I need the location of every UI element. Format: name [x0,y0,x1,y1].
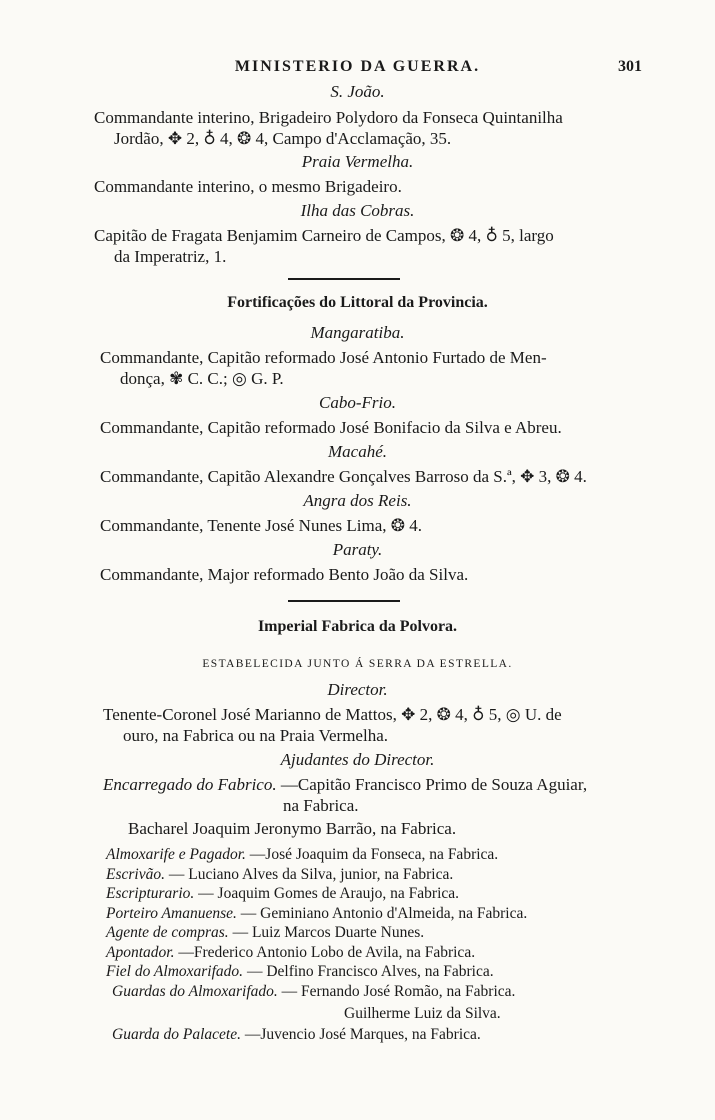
person-text: —José Joaquim da Fonseca, na Fabrica. [245,846,499,863]
entry-angra: Commandante, Tenente José Nunes Lima, ❂ 4. [100,516,422,535]
entry-ilha-cobras-line2: da Imperatriz, 1. [114,247,227,266]
person-text: —Juvencio José Marques, na Fabrica. [241,1026,481,1043]
role-label: Apontador. [106,944,175,961]
staff-entry [106,865,453,885]
role-label: Fiel do Almoxarifado. [106,963,244,980]
heading-director: Director. [327,680,388,699]
heading-ajudantes: Ajudantes do Director. [280,750,435,769]
staff-entry [106,923,424,943]
person-text: — Luiz Marcos Duarte Nunes. [228,924,425,941]
entry-mangaratiba-line1: Commandante, Capitão reformado José Antonio Furtado de Men- [100,348,547,367]
heading-macahe: Macahé. [327,442,387,461]
person-text: — Luciano Alves da Silva, junior, na Fabrica. [164,866,454,883]
staff-entry [106,904,527,924]
entry-macahe: Commandante, Capitão Alexandre Gonçalves Barroso da S.ª, ✥ 3, ❂ 4. [100,467,587,486]
entry-bacharel: Bacharel Joaquim Jeronymo Barrão, na Fabrica. [128,819,457,838]
heading-ilha-cobras: Ilha das Cobras. [300,201,415,220]
person-text: — Joaquim Gomes de Araujo, na Fabrica. [194,885,460,902]
heading-sao-joao: S. João. [330,82,385,101]
person-text: — Fernando José Romão, na Fabrica. [277,983,516,1000]
person-text: — Geminiano Antonio d'Almeida, na Fabrica. [236,905,528,922]
section-divider [288,600,400,602]
role-label: Escrivão. [106,866,165,883]
heading-praia-vermelha: Praia Vermelha. [301,152,414,171]
role-label: Agente de compras. [106,924,229,941]
running-header: MINISTERIO DA GUERRA. [234,58,481,75]
staff-entry [112,982,515,1002]
role-label: Escripturario. [106,885,195,902]
entry-director-line2: ouro, na Fabrica ou na Praia Vermelha. [123,726,388,745]
role-label: Guardas do Almoxarifado. [112,983,278,1000]
entry-director-line1: Tenente-Coronel José Marianno de Mattos, ✥ 2, ❂ 4, ♁ 5, ◎ U. de [103,705,562,724]
entry-ilha-cobras-line1: Capitão de Fragata Benjamim Carneiro de Campos, ❂ 4, ♁ 5, largo [94,226,554,245]
section-title-fortificacoes: Fortificações do Littoral da Provincia. [227,294,488,311]
entry-praia-vermelha: Commandante interino, o mesmo Brigadeiro. [94,177,402,196]
entry-encarregado [103,775,587,795]
heading-paraty: Paraty. [332,540,383,559]
heading-mangaratiba: Mangaratiba. [310,323,405,342]
entry-sao-joao-line2: Jordão, ✥ 2, ♁ 4, ❂ 4, Campo d'Acclamação, 35. [114,129,452,148]
section-divider [288,278,400,280]
role-label: Porteiro Amanuense. [106,905,237,922]
person-text: — Delfino Francisco Alves, na Fabrica. [243,963,494,980]
staff-entry [106,943,475,963]
entry-cabo-frio: Commandante, Capitão reformado José Bonifacio da Silva e Abreu. [100,418,562,437]
section-title-fabrica: Imperial Fabrica da Polvora. [257,618,458,635]
person-text: —Capitão Francisco Primo de Souza Aguiar, [276,775,588,794]
entry-palacete [112,1025,481,1045]
staff-entry [106,845,498,865]
person-text: —Frederico Antonio Lobo de Avila, na Fabrica. [174,944,476,961]
page-number: 301 [618,58,642,75]
staff-entry [106,962,494,982]
entry-encarregado-line2: na Fabrica. [283,796,359,815]
entry-guardas-line2: Guilherme Luiz da Silva. [344,1005,501,1022]
entry-paraty: Commandante, Major reformado Bento João da Silva. [100,565,469,584]
role-label: Encarregado do Fabrico. [103,775,277,794]
section-subtitle-fabrica: ESTABELECIDA JUNTO Á SERRA DA ESTRELLA. [202,658,513,670]
role-label: Guarda do Palacete. [112,1026,241,1043]
heading-cabo-frio: Cabo-Frio. [319,393,396,412]
entry-mangaratiba-line2: donça, ✾ C. C.; ◎ G. P. [120,369,284,388]
heading-angra: Angra dos Reis. [303,491,412,510]
staff-entry [106,884,459,904]
role-label: Almoxarife e Pagador. [106,846,246,863]
entry-sao-joao-line1: Commandante interino, Brigadeiro Polydoro da Fonseca Quintanilha [94,108,563,127]
